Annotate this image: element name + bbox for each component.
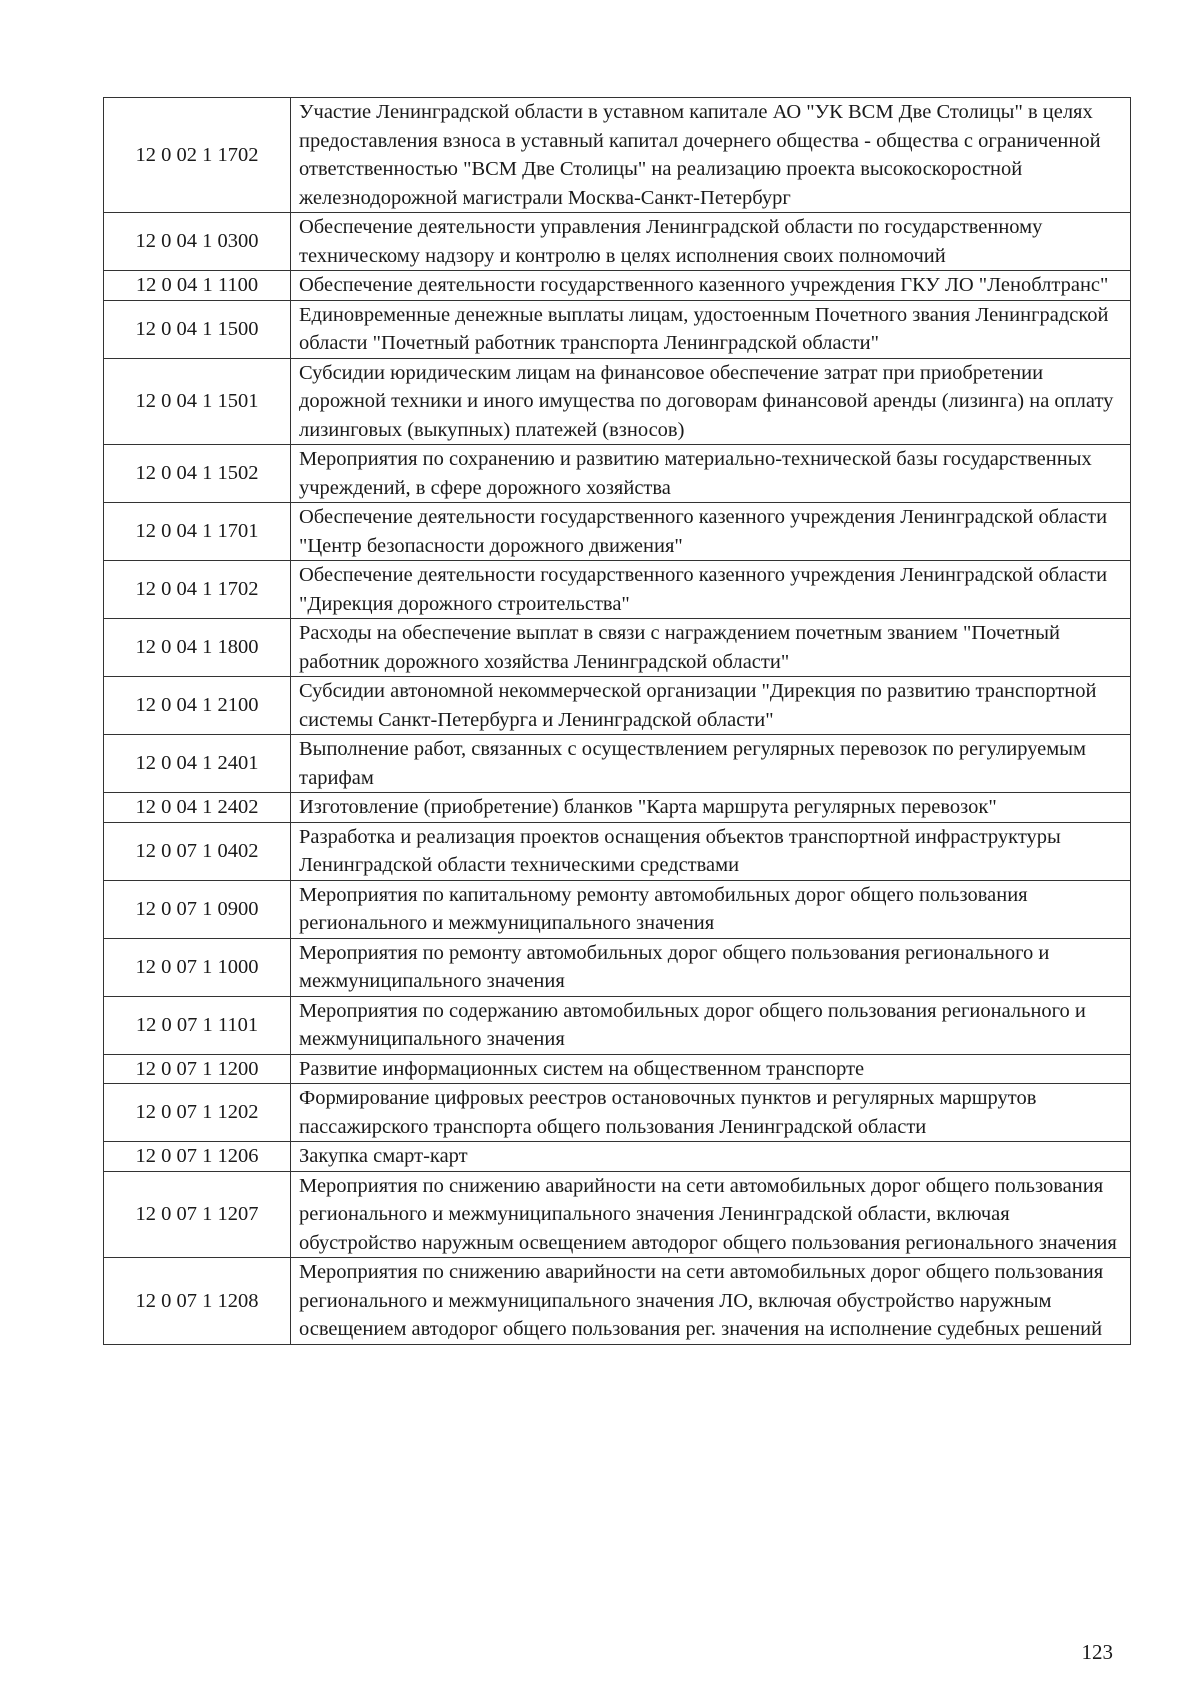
code-cell: 12 0 04 1 1800 [104, 619, 291, 677]
description-cell: Субсидии юридическим лицам на финансовое обеспечение затрат при приобретении дорожной техники и иного имущества по договорам финансовой аренды (лизинга) на оплату лизинговых (выкупных) платежей (взносов) [291, 358, 1131, 445]
table-row [104, 735, 1131, 793]
table-row [104, 677, 1131, 735]
table-row [104, 271, 1131, 301]
description-cell: Обеспечение деятельности государственного казенного учреждения Ленинградской области "Центр безопасности дорожного движения" [291, 503, 1131, 561]
code-cell: 12 0 04 1 1500 [104, 300, 291, 358]
table-row [104, 880, 1131, 938]
code-cell: 12 0 07 1 1208 [104, 1258, 291, 1345]
description-cell: Обеспечение деятельности государственного казенного учреждения Ленинградской области "Дирекция дорожного строительства" [291, 561, 1131, 619]
budget-codes-table [103, 97, 1131, 1345]
description-cell: Участие Ленинградской области в уставном капитале АО "УК ВСМ Две Столицы" в целях предоставления взноса в уставный капитал дочернего общества - общества с ограниченной ответственностью "ВСМ Две Столицы" на реализацию проекта высокоскоростной железнодорожной магистрали Москва-Санкт-Петербург [291, 98, 1131, 213]
code-cell: 12 0 04 1 1702 [104, 561, 291, 619]
table-row [104, 619, 1131, 677]
code-cell: 12 0 04 1 2402 [104, 793, 291, 823]
description-cell: Мероприятия по капитальному ремонту автомобильных дорог общего пользования регионального и межмуниципального значения [291, 880, 1131, 938]
code-cell: 12 0 04 1 1502 [104, 445, 291, 503]
description-cell: Обеспечение деятельности государственного казенного учреждения ГКУ ЛО "Леноблтранс" [291, 271, 1131, 301]
table-row [104, 822, 1131, 880]
table-row [104, 938, 1131, 996]
table-row [104, 358, 1131, 445]
table-row [104, 996, 1131, 1054]
table-row [104, 1258, 1131, 1345]
description-cell: Мероприятия по содержанию автомобильных дорог общего пользования регионального и межмуниципального значения [291, 996, 1131, 1054]
code-cell: 12 0 07 1 1206 [104, 1142, 291, 1172]
description-cell: Разработка и реализация проектов оснащения объектов транспортной инфраструктуры Ленинградской области техническими средствами [291, 822, 1131, 880]
code-cell: 12 0 04 1 2100 [104, 677, 291, 735]
description-cell: Мероприятия по ремонту автомобильных дорог общего пользования регионального и межмуниципального значения [291, 938, 1131, 996]
code-cell: 12 0 04 1 2401 [104, 735, 291, 793]
description-cell: Мероприятия по снижению аварийности на сети автомобильных дорог общего пользования регионального и межмуниципального значения Ленинградской области, включая обустройство наружным освещением автодорог общего пользования регионального значения [291, 1171, 1131, 1258]
code-cell: 12 0 07 1 1202 [104, 1084, 291, 1142]
table-row [104, 1054, 1131, 1084]
description-cell: Обеспечение деятельности управления Ленинградской области по государственному техническому надзору и контролю в целях исполнения своих полномочий [291, 213, 1131, 271]
description-cell: Субсидии автономной некоммерческой организации "Дирекция по развитию транспортной системы Санкт-Петербурга и Ленинградской области" [291, 677, 1131, 735]
table-row [104, 1084, 1131, 1142]
description-cell: Формирование цифровых реестров остановочных пунктов и регулярных маршрутов пассажирского транспорта общего пользования Ленинградской области [291, 1084, 1131, 1142]
description-cell: Изготовление (приобретение) бланков "Карта маршрута регулярных перевозок" [291, 793, 1131, 823]
description-cell: Развитие информационных систем на общественном транспорте [291, 1054, 1131, 1084]
code-cell: 12 0 04 1 1701 [104, 503, 291, 561]
description-cell: Расходы на обеспечение выплат в связи с награждением почетным званием "Почетный работник дорожного хозяйства Ленинградской области" [291, 619, 1131, 677]
description-cell: Мероприятия по снижению аварийности на сети автомобильных дорог общего пользования регионального и межмуниципального значения ЛО, включая обустройство наружным освещением автодорог общего пользования рег. значения на исполнение судебных решений [291, 1258, 1131, 1345]
description-cell: Мероприятия по сохранению и развитию материально-технической базы государственных учреждений, в сфере дорожного хозяйства [291, 445, 1131, 503]
code-cell: 12 0 04 1 1501 [104, 358, 291, 445]
code-cell: 12 0 02 1 1702 [104, 98, 291, 213]
table-row [104, 300, 1131, 358]
description-cell: Закупка смарт-карт [291, 1142, 1131, 1172]
table-row [104, 793, 1131, 823]
code-cell: 12 0 07 1 1207 [104, 1171, 291, 1258]
table-row [104, 445, 1131, 503]
table-row [104, 98, 1131, 213]
code-cell: 12 0 04 1 1100 [104, 271, 291, 301]
table-row [104, 1142, 1131, 1172]
description-cell: Единовременные денежные выплаты лицам, удостоенным Почетного звания Ленинградской области "Почетный работник транспорта Ленинградской области" [291, 300, 1131, 358]
table-row [104, 213, 1131, 271]
code-cell: 12 0 04 1 0300 [104, 213, 291, 271]
code-cell: 12 0 07 1 1101 [104, 996, 291, 1054]
page-number: 123 [1081, 1640, 1113, 1664]
code-cell: 12 0 07 1 1200 [104, 1054, 291, 1084]
table-row [104, 503, 1131, 561]
code-cell: 12 0 07 1 1000 [104, 938, 291, 996]
table-row [104, 561, 1131, 619]
code-cell: 12 0 07 1 0402 [104, 822, 291, 880]
description-cell: Выполнение работ, связанных с осуществлением регулярных перевозок по регулируемым тарифам [291, 735, 1131, 793]
code-cell: 12 0 07 1 0900 [104, 880, 291, 938]
table-row [104, 1171, 1131, 1258]
